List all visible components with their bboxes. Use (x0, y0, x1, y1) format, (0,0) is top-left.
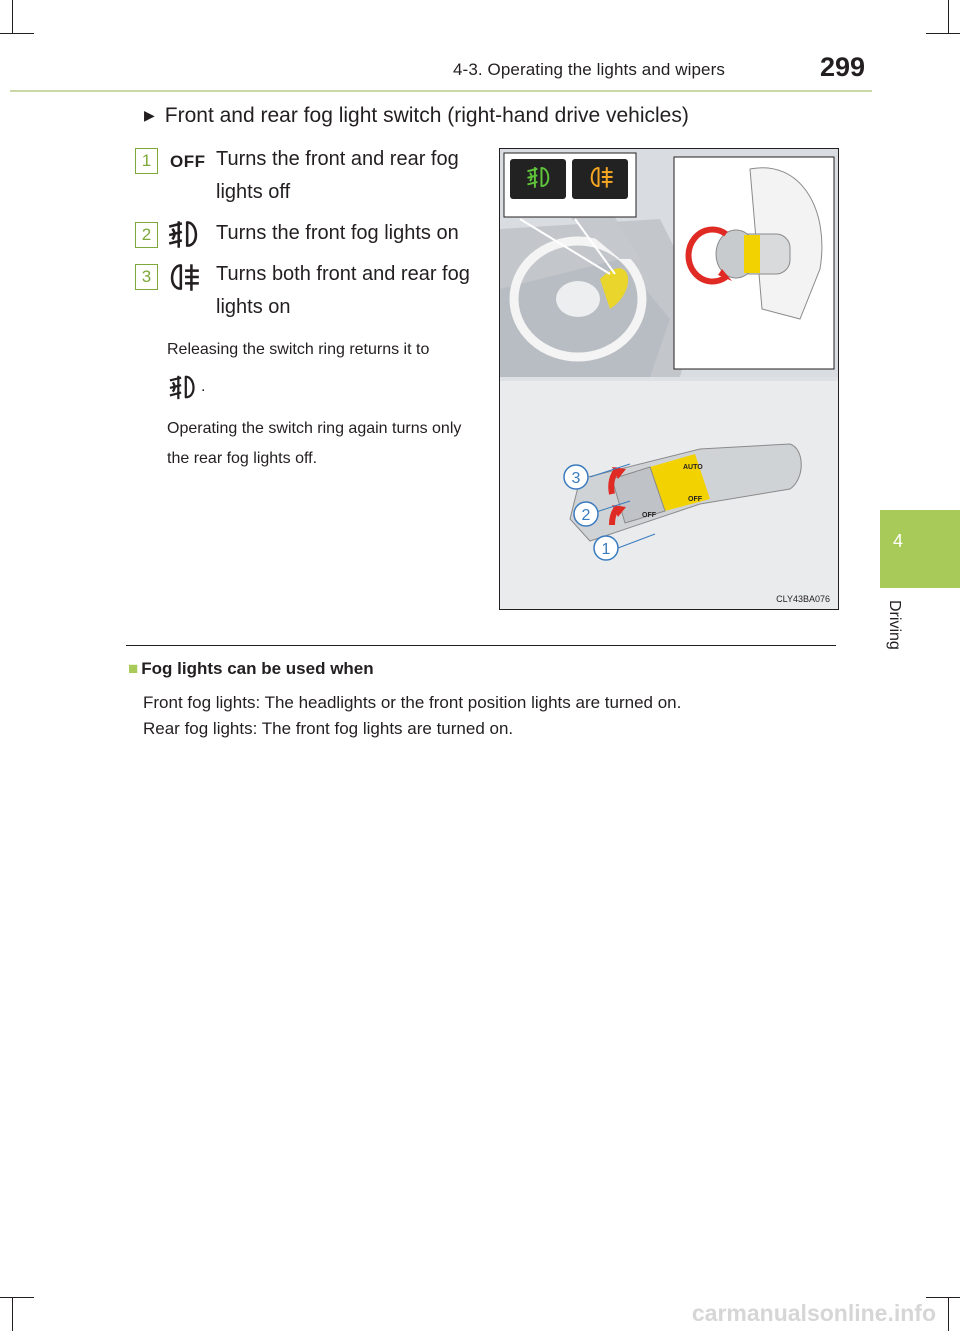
fog-usage-heading-text: Fog lights can be used when (141, 659, 374, 678)
switch-off-label: OFF (688, 496, 702, 503)
item-description-1: Turns the front and rear fog lights off (216, 148, 459, 203)
fog-light-switch-illustration (499, 148, 839, 610)
rear-fog-condition: Rear fog lights: The front fog lights are turned on. (143, 719, 514, 738)
chapter-tab (880, 510, 960, 588)
section-heading (144, 104, 689, 128)
chapter-name: Driving (886, 600, 903, 650)
crop-mark (0, 1297, 34, 1298)
crop-mark (0, 33, 34, 34)
release-note: Releasing the switch ring returns it to (167, 341, 430, 358)
triangle-bullet-icon: ▶ (144, 107, 155, 123)
crop-mark (926, 1297, 960, 1298)
watermark: carmanualsonline.info (691, 1300, 936, 1326)
item-description-3: Turns both front and rear fog lights on (216, 263, 470, 318)
release-note-end: . (201, 378, 206, 395)
section-divider (126, 645, 836, 646)
header-rule (10, 90, 872, 92)
front-fog-light-icon (167, 373, 199, 401)
crop-mark (948, 0, 949, 34)
crop-mark (12, 0, 13, 34)
fog-usage-heading (128, 659, 374, 679)
square-bullet-icon: ■ (128, 659, 139, 678)
front-fog-light-icon (166, 218, 202, 250)
callout-2: 2 (581, 507, 591, 524)
crop-mark (926, 33, 960, 34)
crop-mark (12, 1297, 13, 1331)
callout-1: 1 (601, 541, 611, 558)
item-description-2: Turns the front fog lights on (216, 222, 459, 244)
ring-off-label: OFF (642, 512, 656, 519)
item-number-3: 3 (135, 264, 158, 290)
front-fog-condition: Front fog lights: The headlights or the front position lights are turned on. (143, 693, 682, 712)
item-number-1: 1 (135, 148, 158, 174)
callout-3: 3 (571, 470, 581, 487)
item-number-2: 2 (135, 222, 158, 248)
chapter-number: 4 (893, 531, 904, 551)
crop-mark (948, 1297, 949, 1331)
switch-auto-label: AUTO (683, 464, 703, 471)
operating-again-note: Operating the switch ring again turns only the rear fog lights off. (167, 420, 462, 467)
rear-fog-light-icon (166, 261, 202, 293)
switch-diagram (500, 149, 838, 609)
section-heading-text: Front and rear fog light switch (right-hand drive vehicles) (164, 104, 689, 127)
figure-code: CLY43BA076 (776, 594, 830, 604)
page-number: 299 (820, 52, 866, 82)
running-header: 4-3. Operating the lights and wipers (453, 60, 725, 79)
off-label-icon: OFF (170, 152, 206, 171)
